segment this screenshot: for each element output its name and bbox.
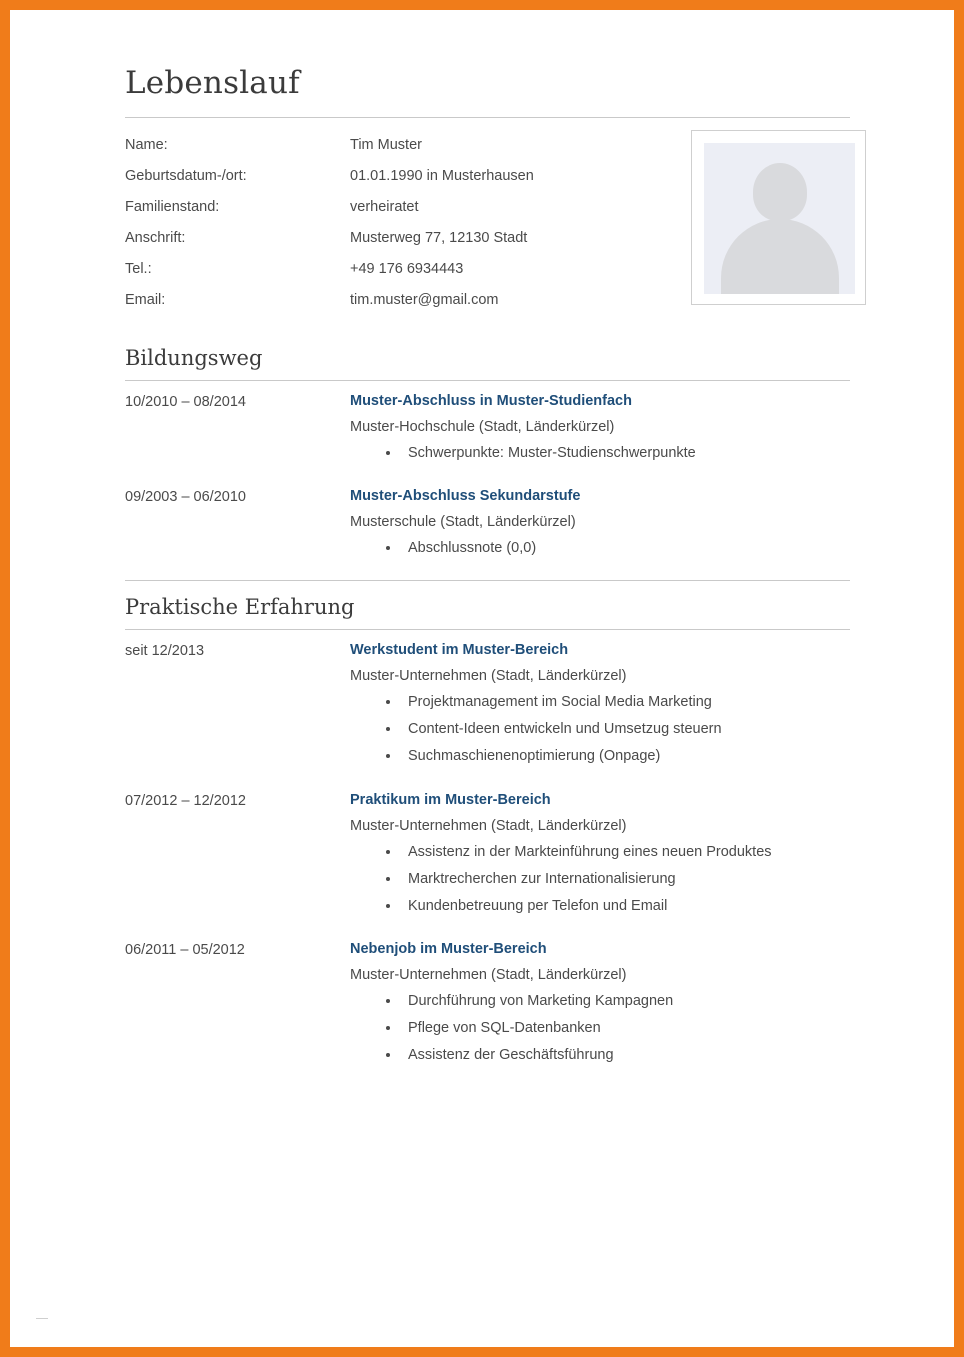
- table-row: [125, 138, 534, 169]
- list-item: [125, 393, 865, 463]
- portrait-photo-frame: [691, 130, 866, 305]
- personal-label-phone: Tel.:: [125, 260, 152, 277]
- table-row: [125, 200, 534, 231]
- section-divider-experience-top: [125, 580, 850, 581]
- personal-value-marital: verheiratet: [350, 198, 419, 215]
- entry-organisation: Muster-Unternehmen (Stadt, Länderkürzel): [350, 668, 627, 685]
- list-item: Assistenz in der Markteinführung eines neuen Produktes: [350, 843, 865, 862]
- list-item: Durchführung von Marketing Kampagnen: [350, 992, 865, 1011]
- entry-organisation: Muster-Unternehmen (Stadt, Länderkürzel): [350, 817, 627, 834]
- entry-role: Werkstudent im Muster-Bereich: [350, 642, 569, 659]
- entry-bullet-list: [350, 444, 865, 463]
- personal-label-marital: Familienstand:: [125, 198, 220, 215]
- entry-body: [350, 792, 865, 916]
- list-item: Projektmanagement im Social Media Marketing: [350, 693, 865, 712]
- list-item: Assistenz der Geschäftsführung: [350, 1046, 865, 1065]
- entry-date: 06/2011 – 05/2012: [125, 942, 245, 959]
- personal-value-address: Musterweg 77, 12130 Stadt: [350, 229, 528, 246]
- list-item: Suchmaschienenoptimierung (Onpage): [350, 747, 865, 766]
- avatar: [704, 143, 855, 294]
- entry-bullet-list: [350, 539, 865, 558]
- entry-body: [350, 488, 865, 558]
- entry-bullet-list: [350, 843, 865, 916]
- list-item: [125, 642, 865, 766]
- personal-value-phone: +49 176 6934443: [350, 260, 464, 277]
- page-frame-left: [0, 0, 10, 1357]
- document-content: [125, 65, 865, 1065]
- section-title-experience: Praktische Erfahrung: [125, 595, 355, 620]
- person-silhouette-body-icon: [721, 219, 839, 294]
- entry-role: Muster-Abschluss Sekundarstufe: [350, 488, 581, 505]
- entry-organisation: Muster-Hochschule (Stadt, Länderkürzel): [350, 418, 615, 435]
- entry-body: [350, 393, 865, 463]
- entry-body: [350, 642, 865, 766]
- list-item: Abschlussnote (0,0): [350, 539, 865, 558]
- section-experience: [125, 580, 865, 1065]
- personal-info-block: [125, 138, 865, 324]
- list-item: [125, 488, 865, 558]
- title-divider: [125, 117, 850, 118]
- entry-role: Praktikum im Muster-Bereich: [350, 791, 551, 808]
- personal-value-email: tim.muster@gmail.com: [350, 291, 499, 308]
- section-education: [125, 346, 865, 559]
- entry-date: 10/2010 – 08/2014: [125, 393, 246, 410]
- entry-bullet-list: [350, 992, 865, 1065]
- personal-info-rows: [125, 138, 534, 324]
- personal-value-name: Tim Muster: [350, 137, 422, 153]
- page-frame-top: [0, 0, 964, 10]
- personal-label-address: Anschrift:: [125, 229, 186, 246]
- table-row: [125, 262, 534, 293]
- entry-date: 07/2012 – 12/2012: [125, 792, 246, 809]
- entry-date: seit 12/2013: [125, 643, 205, 660]
- entry-organisation: Muster-Unternehmen (Stadt, Länderkürzel): [350, 967, 627, 984]
- entry-organisation: Musterschule (Stadt, Länderkürzel): [350, 514, 576, 531]
- section-title-education: Bildungsweg: [125, 345, 263, 370]
- entry-role: Muster-Abschluss in Muster-Studienfach: [350, 392, 632, 409]
- list-item: Content-Ideen entwickeln und Umsetzug steuern: [350, 720, 865, 739]
- personal-value-birth: 01.01.1990 in Musterhausen: [350, 167, 534, 184]
- entry-role: Nebenjob im Muster-Bereich: [350, 941, 547, 958]
- entry-bullet-list: [350, 693, 865, 766]
- list-item: Pflege von SQL-Datenbanken: [350, 1019, 865, 1038]
- personal-label-email: Email:: [125, 291, 166, 308]
- list-item: Kundenbetreuung per Telefon und Email: [350, 897, 865, 916]
- personal-label-name: Name:: [125, 137, 168, 153]
- table-row: [125, 293, 534, 324]
- personal-info-table: [125, 138, 534, 324]
- list-item: Marktrecherchen zur Internationalisierung: [350, 870, 865, 889]
- personal-label-birth: Geburtsdatum-/ort:: [125, 167, 247, 184]
- section-divider-education: [125, 380, 850, 381]
- list-item: Schwerpunkte: Muster-Studienschwerpunkte: [350, 444, 865, 463]
- page-frame-right: [954, 0, 964, 1357]
- list-item: [125, 792, 865, 916]
- entry-date: 09/2003 – 06/2010: [125, 489, 246, 506]
- page-frame-bottom: [0, 1347, 964, 1357]
- document-sheet: [10, 10, 954, 1347]
- table-row: [125, 231, 534, 262]
- scan-corner-mark: [36, 1318, 48, 1319]
- page-title: Lebenslauf: [125, 65, 300, 101]
- person-silhouette-icon: [753, 163, 807, 221]
- table-row: [125, 169, 534, 200]
- list-item: [125, 941, 865, 1065]
- entry-body: [350, 941, 865, 1065]
- section-divider-experience: [125, 629, 850, 630]
